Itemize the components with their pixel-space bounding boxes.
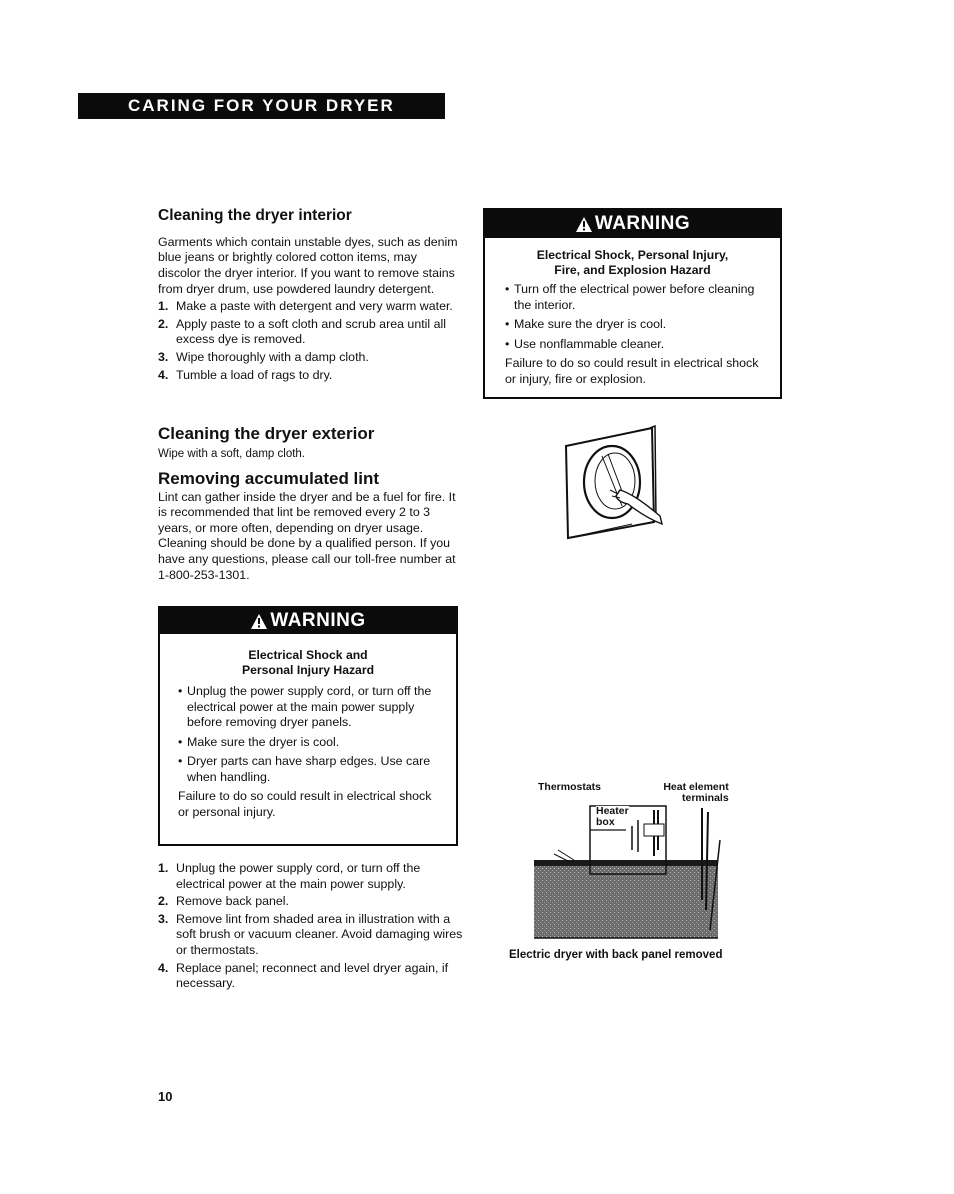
list-item: • Make sure the dryer is cool. xyxy=(178,735,438,751)
lint-steps-section xyxy=(158,861,463,994)
exterior-heading: Cleaning the dryer exterior xyxy=(158,424,375,443)
section-banner: CARING FOR YOUR DRYER xyxy=(78,93,445,119)
list-item: • Turn off the electrical power before cleaning the interior. xyxy=(505,282,760,313)
list-item: 4. Tumble a load of rags to dry. xyxy=(158,367,333,382)
warning-triangle-icon xyxy=(250,613,268,630)
warning-footer: Failure to do so could result in electrical shock or personal injury. xyxy=(178,789,432,819)
drum-cleaning-illustration xyxy=(562,424,664,542)
list-item: 2. Apply paste to a soft cloth and scrub area until all excess dye is removed. xyxy=(158,316,446,347)
list-item: 3. Remove lint from shaded area in illustration with a soft brush or vacuum cleaner. Avoid damaging wires or thermostats. xyxy=(158,911,463,957)
label-heat-element: Heat element terminals xyxy=(663,781,729,804)
list-item: • Use nonflammable cleaner. xyxy=(505,337,760,353)
warning-footer: Failure to do so could result in electrical shock or injury, fire or explosion. xyxy=(505,356,759,386)
lint-section xyxy=(158,469,463,583)
lint-heading: Removing accumulated lint xyxy=(158,469,380,488)
label-heater-box: Heater box xyxy=(596,805,629,828)
warning-triangle-icon xyxy=(575,216,593,233)
label-thermostats: Thermostats xyxy=(538,781,602,793)
warning-title: WARNING xyxy=(160,608,456,634)
interior-heading: Cleaning the dryer interior xyxy=(158,207,352,224)
exterior-section xyxy=(158,424,463,462)
interior-intro: Garments which contain unstable dyes, such as denim blue jeans or brightly colored cotton items, may discolor the dryer interior. If you want to remove stains from dryer drum, use powdered laundry detergent. xyxy=(158,234,458,296)
interior-steps xyxy=(158,299,463,383)
warning-box-left xyxy=(158,606,458,846)
back-panel-illustration xyxy=(534,780,764,945)
warning-hazard: Electrical Shock and Personal Injury Hazard xyxy=(241,648,375,677)
warning-box-right xyxy=(483,208,782,399)
page-number: 10 xyxy=(158,1089,173,1104)
warning-hazard: Electrical Shock, Personal Injury, Fire, and Explosion Hazard xyxy=(536,248,729,277)
warning-title: WARNING xyxy=(485,210,780,238)
lint-intro: Lint can gather inside the dryer and be a fuel for fire. It is recommended that lint be removed every 2 to 3 years, or more often, depending on dryer usage. Cleaning should be done by a qualified person. If you have any questions, please call our toll-free number at 1-800-253-1301. xyxy=(158,489,456,582)
list-item: 2. Remove back panel. xyxy=(158,894,289,909)
warning-bullets xyxy=(505,282,760,352)
interior-section xyxy=(158,207,463,385)
figure-caption: Electric dryer with back panel removed xyxy=(509,949,723,961)
lint-steps xyxy=(158,861,463,992)
list-item: • Make sure the dryer is cool. xyxy=(505,317,760,333)
list-item: 3. Wipe thoroughly with a damp cloth. xyxy=(158,349,369,364)
list-item: 4. Replace panel; reconnect and level dryer again, if necessary. xyxy=(158,960,449,991)
list-item: • Dryer parts can have sharp edges. Use care when handling. xyxy=(178,754,438,785)
list-item: 1. Unplug the power supply cord, or turn off the electrical power at the main power supply. xyxy=(158,861,421,891)
warning-bullets xyxy=(178,684,438,785)
exterior-text: Wipe with a soft, damp cloth. xyxy=(158,447,306,460)
list-item: • Unplug the power supply cord, or turn off the electrical power at the main power supply before removing dryer panels. xyxy=(178,684,438,731)
list-item: 1. Make a paste with detergent and very warm water. xyxy=(158,299,453,314)
